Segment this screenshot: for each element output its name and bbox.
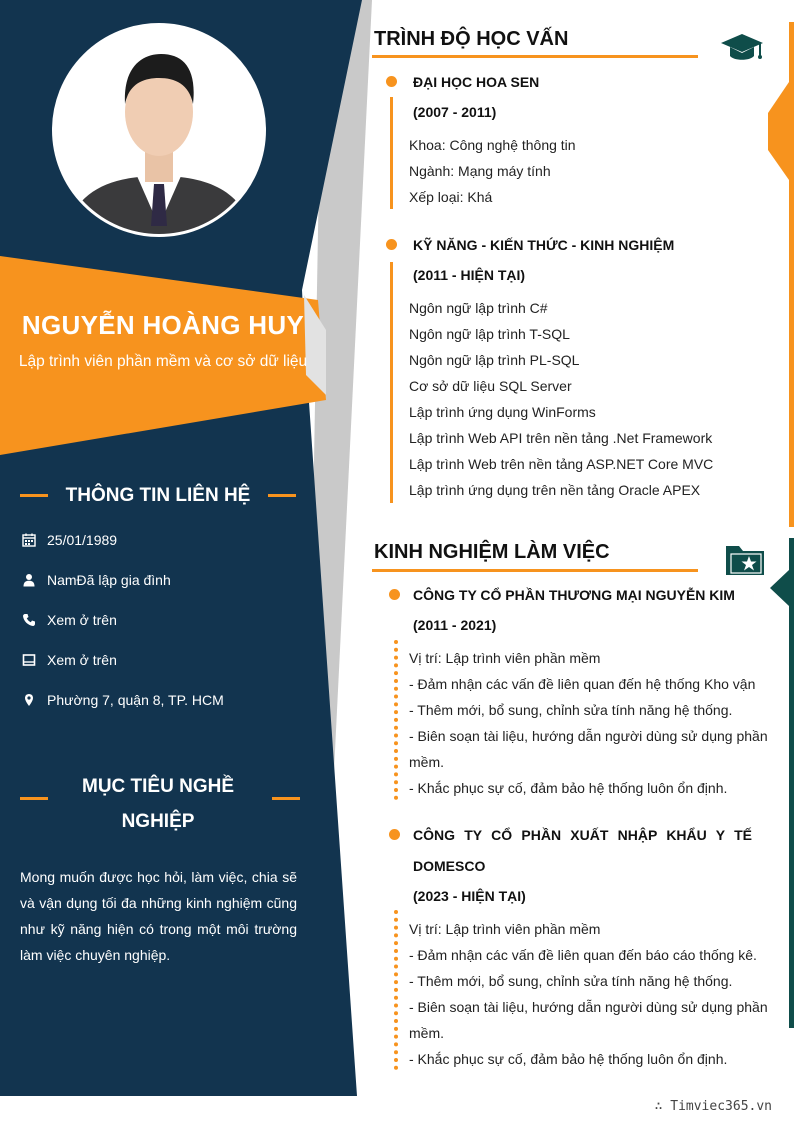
teal-right-edge-notch (770, 570, 789, 606)
timeline-bullet (389, 589, 400, 600)
objective-heading-line: MỤC TIÊU NGHỀ (82, 776, 234, 797)
teal-right-edge-bar (789, 538, 794, 1028)
job-duty-line: - Đảm nhận các vấn đề liên quan đến báo cáo thống kê. (409, 947, 757, 963)
heading-dash-right (272, 797, 300, 800)
timeline-line (390, 262, 393, 503)
candidate-name: NGUYỄN HOÀNG HUY (21, 310, 305, 340)
education-heading-rule (372, 55, 698, 58)
experience-heading-rule (372, 569, 698, 572)
contact-text: Phường 7, quận 8, TP. HCM (47, 692, 224, 708)
skill-item: Lập trình Web API trên nền tảng .Net Framework (409, 430, 713, 446)
folder-star-icon (725, 542, 765, 581)
watermark-dots-icon: ∴ (654, 1099, 671, 1114)
objective-heading (50, 769, 266, 839)
job-duty-line: - Khắc phục sự cố, đảm bảo hệ thống luôn ổn định. (409, 1051, 728, 1067)
objective-text: Mong muốn được học hỏi, làm việc, chia sẽ và vận dụng tối đa những kinh nghiệm cũng như kỹ năng hiện có trong một môi trường làm việc chuyên nghiệp. (20, 869, 297, 963)
location-pin-icon (20, 691, 38, 709)
skill-item: Ngôn ngữ lập trình PL-SQL (409, 352, 580, 368)
job-duty-line: - Khắc phục sự cố, đảm bảo hệ thống luôn ổn định. (409, 780, 728, 796)
job-duty-line: Vị trí: Lập trình viên phần mềm (409, 921, 601, 937)
contact-heading: THÔNG TIN LIÊN HỆ (65, 485, 251, 506)
timeline-bullet (386, 76, 397, 87)
contact-phone (20, 609, 310, 631)
timeline-bullet (386, 239, 397, 250)
education-school: ĐẠI HỌC HOA SEN (413, 74, 540, 90)
skill-item: Ngôn ngữ lập trình T-SQL (409, 326, 570, 342)
job-duties (409, 645, 768, 801)
watermark (655, 1099, 772, 1114)
contact-text: NamĐã lập gia đình (47, 572, 171, 588)
skills-list (409, 295, 713, 503)
job-duty-line: mềm. (409, 1025, 444, 1041)
company-name: CÔNG TY CỔ PHẦN XUẤT NHẬP KHẨU Y TẾ (413, 827, 752, 843)
job-duty-line: - Biên soạn tài liệu, hướng dẫn người dùng sử dụng phần (409, 999, 768, 1015)
job-duty-line: - Đảm nhận các vấn đề liên quan đến hệ thống Kho vận (409, 676, 756, 692)
job-duty-line: Vị trí: Lập trình viên phần mềm (409, 650, 601, 666)
timeline-line (390, 97, 393, 209)
skills-title: KỸ NĂNG - KIẾN THỨC - KINH NGHIỆM (413, 237, 675, 253)
email-icon (20, 651, 38, 669)
job-duties (409, 916, 768, 1072)
person-icon (20, 571, 38, 589)
contact-address (20, 689, 310, 711)
company-period: (2023 - HIỆN TẠI) (413, 888, 526, 904)
education-detail-line: Ngành: Mạng máy tính (409, 163, 551, 179)
education-detail-line: Xếp loại: Khá (409, 189, 493, 205)
job-duty-line: - Biên soạn tài liệu, hướng dẫn người dùng sử dụng phần (409, 728, 768, 744)
education-detail-line: Khoa: Công nghệ thông tin (409, 137, 576, 153)
company-name: CÔNG TY CỔ PHẦN THƯƠNG MẠI NGUYỄN KIM (413, 587, 735, 603)
contact-birthdate (20, 529, 310, 551)
skill-item: Ngôn ngữ lập trình C# (409, 300, 548, 316)
graduation-cap-icon (720, 32, 764, 69)
orange-right-edge-bar (789, 22, 794, 527)
education-heading: TRÌNH ĐỘ HỌC VẤN (374, 28, 569, 50)
heading-dash-right (268, 494, 296, 497)
orange-right-edge-notch (768, 82, 789, 180)
company-name-continued: DOMESCO (413, 858, 486, 874)
contact-text: 25/01/1989 (47, 532, 118, 548)
education-period: (2007 - 2011) (413, 104, 497, 120)
job-duty-line: - Thêm mới, bổ sung, chỉnh sửa tính năng hệ thống. (409, 702, 733, 718)
education-details (409, 132, 576, 210)
avatar (52, 23, 266, 237)
skill-item: Cơ sở dữ liệu SQL Server (409, 378, 572, 394)
watermark-text: Timviec365.vn (670, 1099, 772, 1114)
timeline-bullet (389, 829, 400, 840)
skill-item: Lập trình ứng dụng WinForms (409, 404, 596, 420)
contact-text: Xem ở trên (47, 612, 117, 628)
skills-period: (2011 - HIỆN TẠI) (413, 267, 526, 283)
job-duty-line: - Thêm mới, bổ sung, chỉnh sửa tính năng hệ thống. (409, 973, 733, 989)
heading-dash-left (20, 494, 48, 497)
job-duty-line: mềm. (409, 754, 444, 770)
calendar-icon (20, 531, 38, 549)
skill-item: Lập trình Web trên nền tảng ASP.NET Core MVC (409, 456, 714, 472)
contact-gender-marital (20, 569, 310, 591)
candidate-job-title: Lập trình viên phần mềm và cơ sở dữ liệu (18, 353, 308, 370)
contact-text: Xem ở trên (47, 652, 117, 668)
timeline-dotted-line (394, 910, 398, 1070)
skill-item: Lập trình ứng dụng trên nền tảng Oracle APEX (409, 482, 701, 498)
heading-dash-left (20, 797, 48, 800)
company-period: (2011 - 2021) (413, 617, 497, 633)
phone-icon (20, 611, 38, 629)
contact-email (20, 649, 310, 671)
timeline-dotted-line (394, 640, 398, 800)
objective-heading-line: NGHIỆP (121, 811, 195, 832)
experience-heading: KINH NGHIỆM LÀM VIỆC (374, 541, 610, 563)
